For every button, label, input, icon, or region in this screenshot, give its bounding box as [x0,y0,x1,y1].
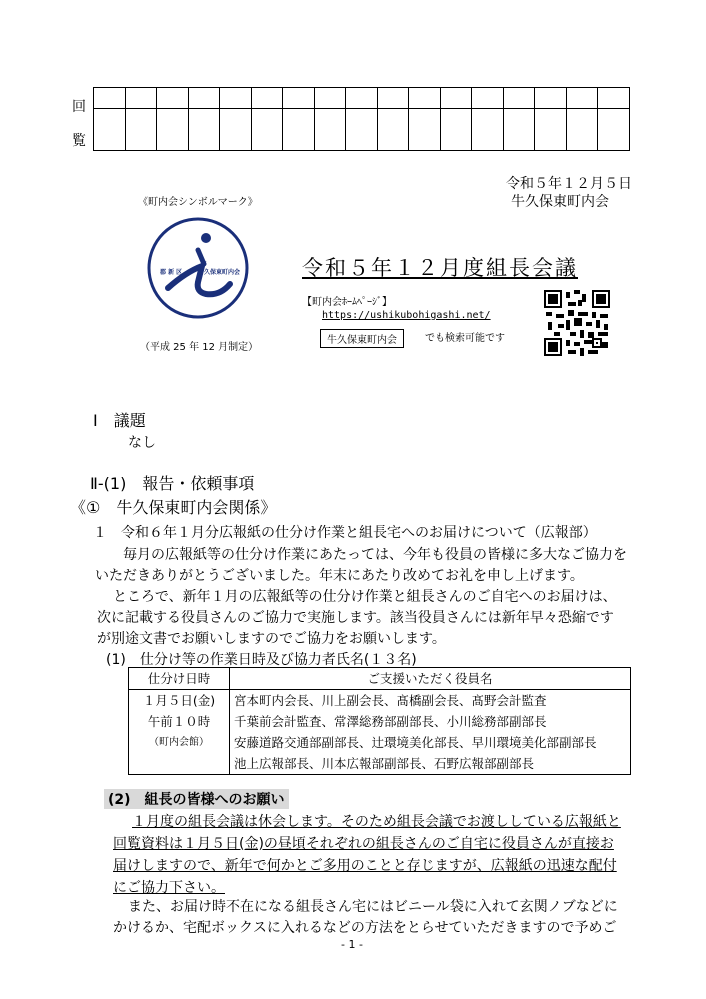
sub-2-underlined-line: にご協力下さい。 [113,880,225,896]
table-header: ご支援いただく役員名 [230,668,631,690]
member-line: 池上広報部長、川本広報部副部長、石野広報部副部長 [234,756,535,771]
homepage-url[interactable]: https://ushikubohigashi.net/ [322,310,491,321]
member-line: 千葉前会計監査、常澤総務部副部長、小川総務部副部長 [234,714,547,729]
logo-text-left: 郡 新 区 [160,269,183,276]
sub-2-line: また、お届け時不在になる組長さん宅にはビニール袋に入れて玄関ノブなどに [128,899,618,915]
item-1-line: いただきありがとうございました。年末にあたり改めてお礼を申し上げます。 [95,568,584,584]
logo-text-right: 久保東町内会 [204,269,241,276]
item-1-title: １ 令和６年１月分広報紙の仕分け作業と組長宅へのお届けについて（広報部） [93,525,597,541]
circulation-grid [93,87,630,151]
item-1-line: 毎月の広報紙等の仕分け作業にあたっては、今年も役員の皆様に多大なご協力を [123,547,627,563]
symbol-caption: 《町内会シンボルマーク》 [138,197,258,208]
symbol-enacted: （平成 25 年 12 月制定） [140,342,259,353]
member-line: 宮本町内会長、川上副会長、髙橋副会長、髙野会計監査 [234,693,547,708]
sub-2-underlined-line: 回覧資料は１月５日(金)の昼頃それぞれの組長さんのご自宅に役員さんが直接お [113,836,614,852]
qr-code-icon [544,290,610,356]
document-date: 令和５年１２月５日 [506,176,632,192]
document-title: 令和５年１２月度組長会議 [302,256,578,280]
section-2-heading: Ⅱ-(1) 報告・依頼事項 [90,474,255,493]
table-header: 仕分け日時 [129,668,230,690]
search-note: でも検索可能です [425,333,505,344]
page-number: - 1 - [341,938,363,951]
homepage-label: 【町内会ﾎｰﾑﾍﾟｰｼﾞ】 [302,297,392,308]
work-schedule-table [128,667,631,775]
section-2-subheading: 《① 牛久保東町内会関係》 [70,498,277,517]
item-1-line: 次に記載する役員さんのご協力で実施します。該当役員さんには新年早々恐縮です [97,610,614,626]
section-1-heading: Ⅰ 議題 [93,411,146,430]
sub-1-heading: (1) 仕分け等の作業日時及び協力者氏名(１３名) [106,652,417,668]
circulation-label-2: 覧 [72,133,86,149]
sub-2-underlined-line: １月度の組長会議は休会します。そのため組長会議でお渡ししている広報紙と [132,814,621,830]
search-keyword-box: 牛久保東町内会 [320,329,404,348]
work-date: １月５日(金) [142,693,216,708]
organization-name: 牛久保東町内会 [511,194,609,210]
item-1-line: が別途文書でお願いしますのでご協力をお願いします。 [97,631,446,647]
symbol-logo [146,216,250,320]
work-place: （町内会館） [149,737,209,748]
circulation-label-1: 回 [72,99,86,115]
member-line: 安藤道路交通部副部長、辻環境美化部長、早川環境美化部副部長 [234,735,597,750]
work-time: 午前１０時 [147,714,211,729]
sub-2-underlined-line: 届けしますので、新年で何かとご多用のことと存じますが、広報紙の迅速な配付 [113,858,617,874]
section-1-content: なし [128,435,156,451]
sub-2-line: かけるか、宅配ボックスに入れるなどの方法をとらせていただきますので予めご [113,920,617,936]
sub-2-heading: (2) 組長の皆様へのお願い [104,789,289,809]
work-date-cell [129,690,230,775]
work-members-cell [230,690,631,775]
item-1-line: ところで、新年１月の広報紙等の仕分け作業と組長さんのご自宅へのお届けは、 [113,589,617,605]
